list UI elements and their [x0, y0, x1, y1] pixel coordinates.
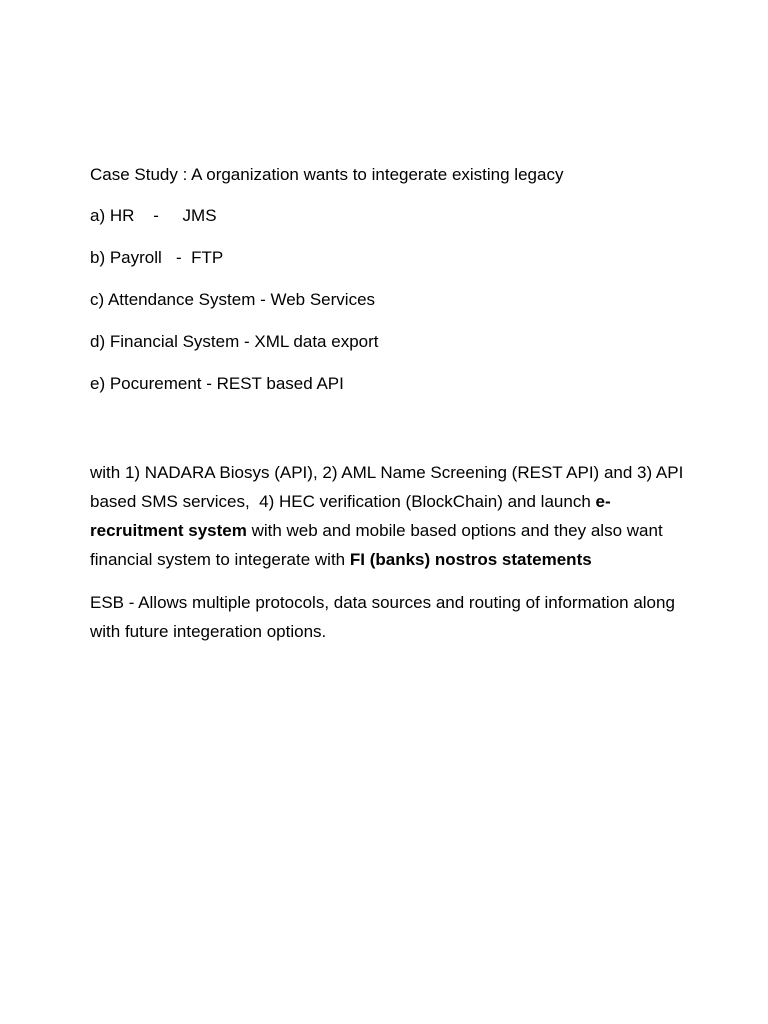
legacy-systems-list [90, 201, 690, 398]
case-study-intro: Case Study : A organization wants to integerate existing legacy [90, 165, 564, 184]
document-body [90, 160, 690, 646]
list-item: d) Financial System - XML data export [90, 332, 379, 351]
list-item: e) Pocurement - REST based API [90, 374, 344, 393]
esb-paragraph: ESB - Allows multiple protocols, data sources and routing of information along with future integeration options. [90, 593, 680, 641]
paragraph-text: with web and mobile based options and they also want financial system to integerate with [90, 521, 668, 569]
list-item: a) HR - JMS [90, 206, 217, 225]
nostros-statements-highlight: FI (banks) nostros statements [349, 550, 592, 569]
integration-requirements-paragraph [90, 458, 690, 574]
list-item: c) Attendance System - Web Services [90, 290, 376, 309]
e-recruitment-highlight: e-recruitment system [90, 492, 611, 540]
paragraph-text: with 1) NADARA Biosys (API), 2) AML Name Screening (REST API) and 3) API based SMS services, 4) HEC verification (BlockChain) and launch [90, 463, 689, 511]
list-item: b) Payroll - FTP [90, 248, 224, 267]
